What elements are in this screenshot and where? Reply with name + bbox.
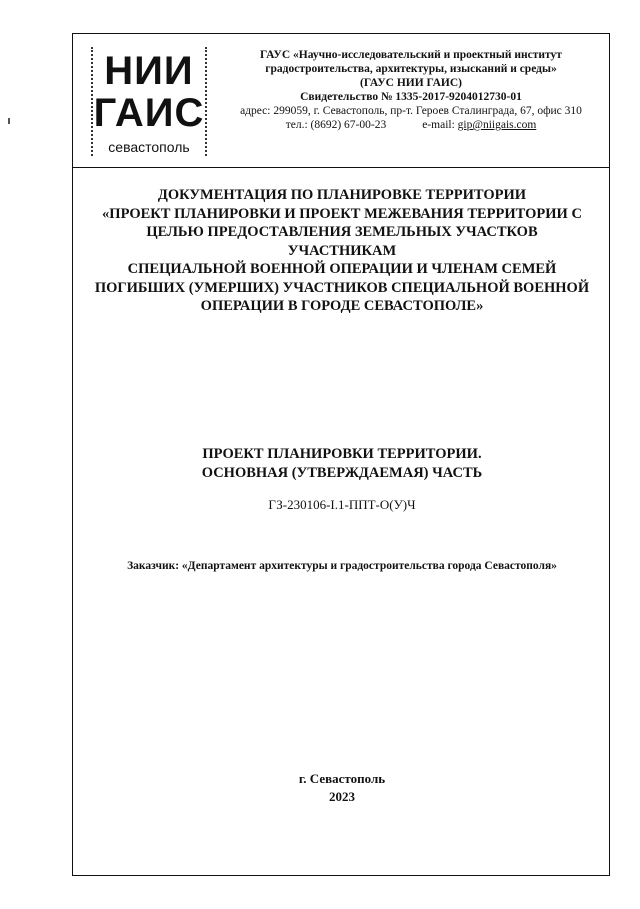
org-contacts [213, 118, 609, 132]
title-line6: ОПЕРАЦИИ В ГОРОДЕ СЕВАСТОПОЛЕ» [200, 298, 484, 314]
document-code: ГЗ-230106-I.1-ППТ-О(У)Ч [268, 497, 416, 512]
document-title [93, 186, 591, 316]
email-label: e-mail: [422, 119, 455, 131]
certificate-number: Свидетельство № 1335-2017-9204012730-01 [300, 91, 522, 103]
org-address: адрес: 299059, г. Севастополь, пр-т. Героев Сталинграда, 67, офис 310 [240, 105, 582, 117]
part-title-line1: ПРОЕКТ ПЛАНИРОВКИ ТЕРРИТОРИИ. [202, 446, 482, 462]
document-header [73, 34, 609, 168]
org-phone: тел.: (8692) 67-00-23 [285, 119, 387, 131]
niigais-logo [91, 47, 207, 156]
org-short-name: (ГАУС НИИ ГАИС) [360, 77, 462, 89]
scan-mark [8, 118, 10, 124]
title-line3: ЦЕЛЬЮ ПРЕДОСТАВЛЕНИЯ ЗЕМЕЛЬНЫХ УЧАСТКОВ УЧАСТНИКАМ [146, 224, 538, 259]
part-title-line2: ОСНОВНАЯ (УТВЕРЖДАЕМАЯ) ЧАСТЬ [201, 464, 483, 481]
logo-line2: ГАИС [93, 91, 205, 135]
page-frame [72, 33, 610, 876]
logo-city: севастополь [108, 139, 190, 155]
logo-line1: НИИ [104, 49, 194, 93]
part-title [93, 445, 591, 482]
org-name-line1: ГАУС «Научно-исследовательский и проектный институт [260, 49, 562, 61]
footer-city: г. Севастополь [298, 771, 386, 786]
title-line1: ДОКУМЕНТАЦИЯ ПО ПЛАНИРОВКЕ ТЕРРИТОРИИ [157, 187, 527, 203]
title-line4: СПЕЦИАЛЬНОЙ ВОЕННОЙ ОПЕРАЦИИ И ЧЛЕНАМ СЕМЕЙ [127, 261, 557, 277]
footer-year: 2023 [329, 789, 355, 804]
email-link[interactable]: gip@niigais.com [457, 119, 537, 131]
customer-line: Заказчик: «Департамент архитектуры и градостроительства города Севастополя» [127, 560, 557, 572]
organization-info [213, 48, 609, 132]
title-line2: «ПРОЕКТ ПЛАНИРОВКИ И ПРОЕКТ МЕЖЕВАНИЯ ТЕРРИТОРИИ С [102, 205, 582, 222]
title-line5: ПОГИБШИХ (УМЕРШИХ) УЧАСТНИКОВ СПЕЦИАЛЬНОЙ ВОЕННОЙ [94, 279, 590, 296]
org-email [422, 118, 536, 132]
org-name-line2: градостроительства, архитектуры, изысканий и среды» [265, 63, 557, 75]
